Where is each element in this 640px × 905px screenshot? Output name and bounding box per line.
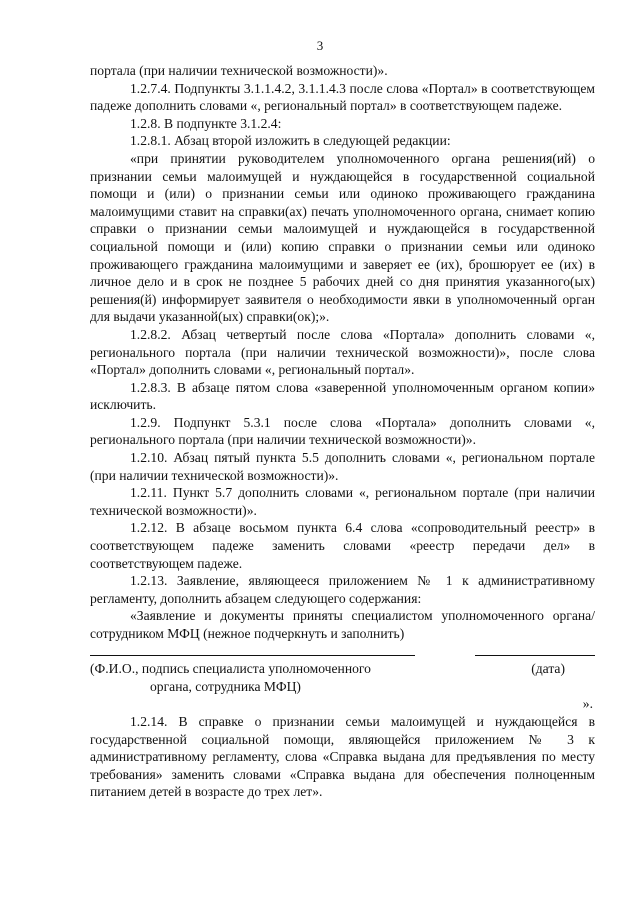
paragraph: 1.2.8. В подпункте 3.1.2.4: [130, 115, 282, 131]
closing-quote: ». [582, 696, 593, 712]
page-number: 3 [316, 38, 324, 53]
paragraph: 1.2.7.4. Подпункты 3.1.1.4.2, 3.1.1.4.3 после слова «Портал» в соответствующем падеже дополнить словами «, региональный портал» в соответствующем падеже. [90, 80, 595, 114]
signature-lines [90, 643, 595, 661]
paragraph: «Заявление и документы приняты специалистом уполномоченного органа/ сотрудником МФЦ (нежное подчеркнуть и заполнить) [90, 608, 595, 641]
paragraph: 1.2.9. Подпункт 5.3.1 после слова «Портала» дополнить словами «, регионального портала (при наличии технической возможности)». [90, 414, 595, 448]
date-caption: (дата) [531, 661, 565, 677]
paragraphs-bottom [90, 713, 595, 801]
paragraph: 1.2.12. В абзаце восьмом пункта 6.4 слова «сопроводительный реестр» в соответствующем падеже заменить словами «реестр передачи дел» в соответствующем падеже. [90, 520, 595, 571]
paragraph: «при принятии руководителем уполномоченного органа решения(ий) о признании семьи малоимущей и нуждающейся в государственной социальной помощи и (или) о признании семьи или одиноко проживающего гражданина малоимущими ставит на справки(ах) печать уполномоченного органа, снимает копию справки о признании семьи малоимущей и нуждающейся в государственной социальной помощи и (или) копию справки о признании семьи или одиноко проживающего гражданина малоимущими и заверяет ее (их), брошюрует ее (их) в личное дело и в срок не позднее 5 рабочих дней со дня принятия указанного(ых) решения(й) информирует заявителя о необходимости явки в уполномоченный орган для выдачи указанной(ых) справки(ок);». [90, 150, 595, 325]
paragraph: портала (при наличии технической возможности)». [90, 63, 388, 78]
paragraph: 1.2.8.3. В абзаце пятом слова «заверенной уполномоченным органом копии» исключить. [90, 379, 595, 413]
document-body [90, 62, 595, 801]
signature-caption-left: (Ф.И.О., подпись специалиста уполномоченного [90, 661, 371, 677]
paragraph: 1.2.8.1. Абзац второй изложить в следующей редакции: [130, 133, 451, 149]
paragraph: 1.2.11. Пункт 5.7 дополнить словами «, региональном портале (при наличии технической возможности)». [90, 485, 595, 518]
signature-caption-line2: органа, сотрудника МФЦ) [150, 678, 301, 694]
date-rule [475, 643, 595, 656]
paragraph: 1.2.8.2. Абзац четвертый после слова «Портала» дополнить словами «, регионального портала (при наличии технической возможности)», после слова «Портал» дополнить словами «, региональный портал». [90, 326, 595, 378]
paragraphs-top [90, 62, 595, 643]
paragraph: 1.2.10. Абзац пятый пункта 5.5 дополнить словами «, региональном портале (при наличии технической возможности)». [90, 450, 595, 483]
signature-caption [90, 660, 595, 678]
paragraph: 1.2.14. В справке о признании семьи малоимущей и нуждающейся в государственной социальной помощи, являющейся приложением № 3 к административному регламенту, слова «Справка выдана для предъявления по месту требования» заменить словами «Справка выдана для обеспечения полноценным питанием детей в возрасте до трех лет». [90, 713, 595, 800]
paragraph: 1.2.13. Заявление, являющееся приложением № 1 к административному регламенту, дополнить абзацем следующего содержания: [90, 573, 595, 606]
signature-rule [90, 643, 415, 656]
